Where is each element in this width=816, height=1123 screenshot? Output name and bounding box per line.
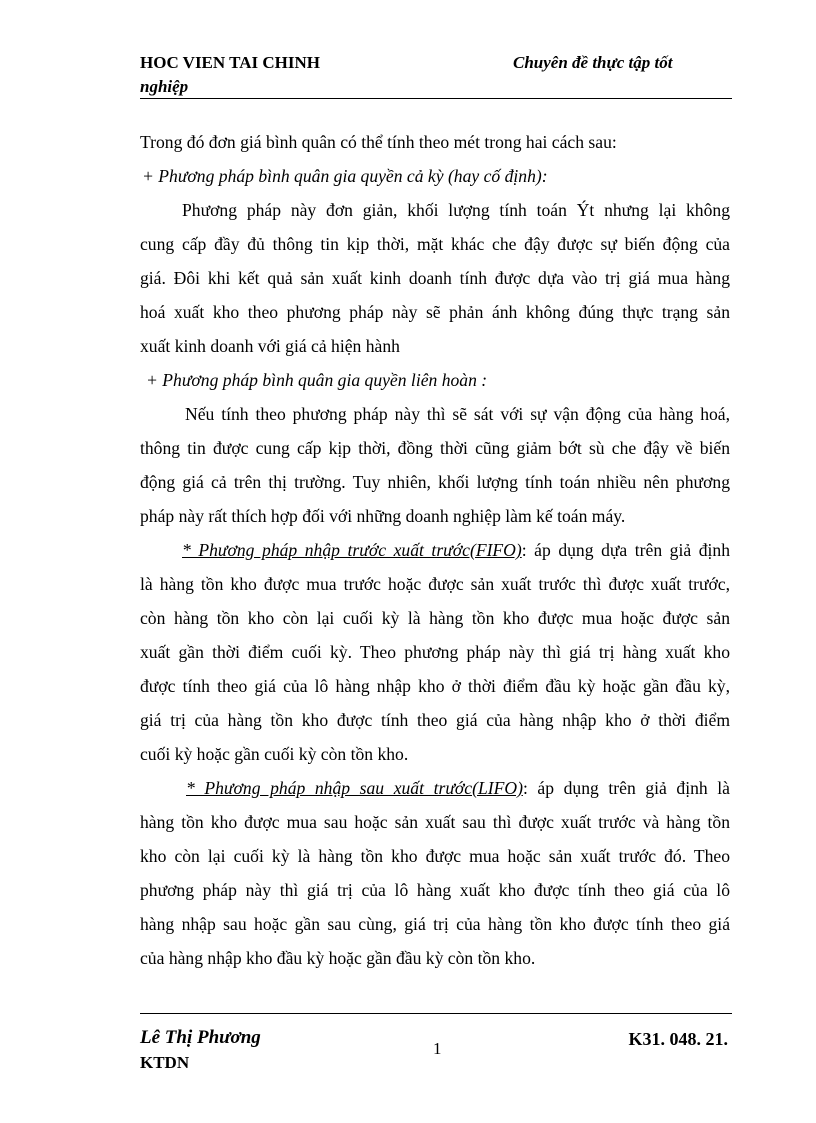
lifo-heading: * Phương pháp nhập sau xuất trước(LIFO): [186, 778, 523, 798]
header-institution: HOC VIEN TAI CHINH: [140, 53, 320, 72]
lifo-text: : áp dụng trên giả định là: [522, 778, 730, 798]
page-footer: [140, 1026, 732, 1076]
text-line: Nếu tính theo phương pháp này thì sẽ sát với sự vận động của hàng hoá,: [185, 404, 730, 424]
text-line: được tính theo giá của lô hàng nhập kho ở thời điểm đầu kỳ hoặc gần đầu kỳ,: [140, 676, 730, 696]
text-line: kho còn lại cuối kỳ là hàng tồn kho được mua hoặc sản xuất trước đó. Theo: [140, 846, 730, 866]
footer-divider: [140, 1013, 732, 1014]
text-line: hoá xuất kho theo phương pháp này sẽ phản ánh không đúng thực trạng sản: [140, 302, 730, 322]
text-line: động giá cả trên thị trường. Tuy nhiên, khối lượng tính toán nhiều nên phương: [140, 472, 730, 492]
header-divider: [140, 98, 732, 99]
subheading-weighted-average-moving: + Phương pháp bình quân gia quyền liên hoàn :: [146, 370, 488, 390]
text-line: là hàng tồn kho được mua trước hoặc được sản xuất trước thì được xuất trước,: [140, 574, 730, 594]
text-line: Phương pháp này đơn giản, khối lượng tính toán Ýt nhưng lại không: [182, 200, 730, 220]
body-text: [140, 128, 730, 978]
fifo-text: : áp dụng dựa trên giả định: [521, 540, 730, 560]
page-header: [140, 52, 732, 100]
header-report-title-cont: nghiệp: [140, 77, 189, 96]
fifo-heading: * Phương pháp nhập trước xuất trước(FIFO): [182, 540, 522, 560]
fifo-line: [140, 536, 730, 570]
text-line: xuất kinh doanh với giá cả hiện hành: [140, 336, 400, 356]
header-report-title: Chuyên đề thực tập tốt: [513, 53, 673, 72]
footer-author: Lê Thị Phương: [140, 1027, 261, 1048]
text-line: pháp này rất thích hợp đối với những doanh nghiệp làm kế toán máy.: [140, 506, 626, 526]
text-line: hàng tồn kho được mua sau hoặc sản xuất sau thì được xuất trước và hàng tồn: [140, 812, 730, 832]
footer-department: KTDN: [140, 1053, 190, 1072]
footer-student-code: K31. 048. 21.: [628, 1029, 728, 1049]
text-line: giá. Đôi khi kết quả sản xuất kinh doanh tính được dựa vào trị giá mua hàng: [140, 268, 730, 288]
text-line: Trong đó đơn giá bình quân có thể tính theo mét trong hai cách sau:: [140, 132, 617, 152]
text-line: giá trị của hàng tồn kho được tính theo giá của hàng nhập kho ở thời điểm: [140, 710, 730, 730]
text-line: của hàng nhập kho đầu kỳ hoặc gần đầu kỳ còn tồn kho.: [140, 948, 536, 968]
text-line: thông tin được cung cấp kịp thời, đồng thời cũng giảm bớt sù che đậy về biến: [140, 438, 730, 458]
text-line: hàng nhập sau hoặc gần sau cùng, giá trị của hàng tồn kho được tính theo giá: [140, 914, 730, 934]
text-line: xuất gần thời điểm cuối kỳ. Theo phương pháp này thì giá trị hàng xuất kho: [140, 642, 730, 662]
text-line: cung cấp đầy đủ thông tin kịp thời, mặt khác che đậy được sự biến động của: [140, 234, 730, 254]
text-line: cuối kỳ hoặc gần cuối kỳ còn tồn kho.: [140, 744, 409, 764]
subheading-weighted-average-period: + Phương pháp bình quân gia quyền cả kỳ (hay cố định):: [142, 166, 548, 186]
page-number: 1: [433, 1039, 442, 1058]
text-line: phương pháp này thì giá trị của lô hàng xuất kho được tính theo giá của lô: [140, 880, 730, 900]
lifo-line: [140, 774, 730, 808]
text-line: còn hàng tồn kho còn lại cuối kỳ là hàng tồn kho được mua hoặc được sản: [140, 608, 730, 628]
